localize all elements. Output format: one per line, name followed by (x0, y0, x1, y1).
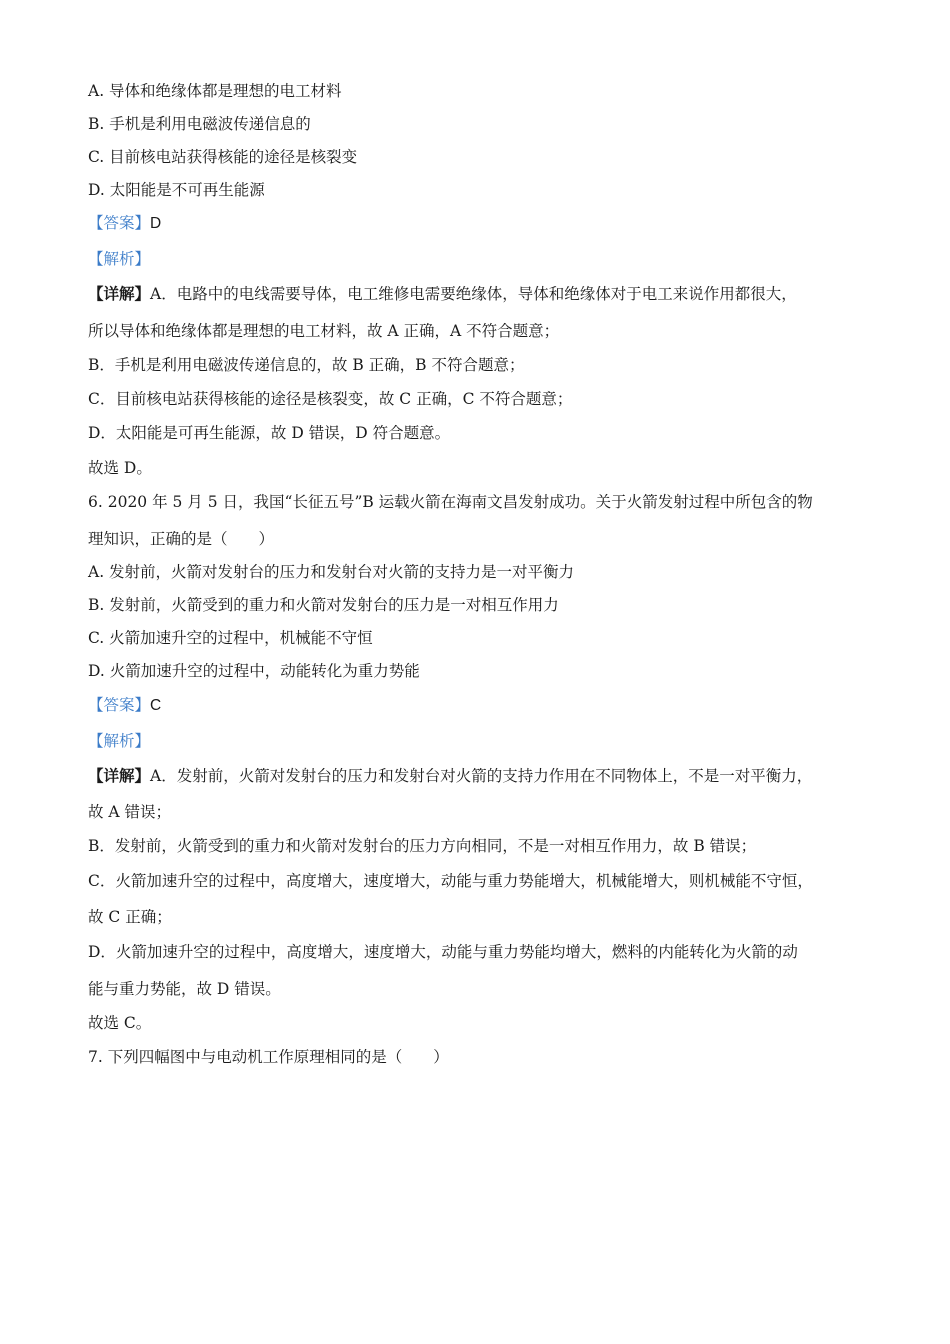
detail-label: 【详解】 (88, 766, 151, 785)
answer-value: D (150, 215, 162, 232)
answer-label: 【答案】 (88, 214, 151, 232)
answer-value: C (150, 697, 162, 714)
q6-explanation-line: 故 A 错误； (88, 803, 172, 821)
q7-stem: 7. 下列四幅图中与电动机工作原理相同的是（ ） (88, 1048, 449, 1066)
q6-explanation-line: B．发射前，火箭受到的重力和火箭对发射台的压力方向相同，不是一对相互作用力，故 B 错误； (88, 837, 757, 855)
q6-stem: 6. 2020 年 5 月 5 日，我国“长征五号”B 运载火箭在海南文昌发射成功。关于火箭发射过程中所包含的物 (88, 493, 813, 511)
q5-explanation-line: B．手机是利用电磁波传递信息的，故 B 正确，B 不符合题意； (88, 356, 525, 374)
q6-analysis-label: 【解析】 (88, 732, 151, 750)
q6-option-d: D. 火箭加速升空的过程中，动能转化为重力势能 (88, 662, 420, 680)
q5-explanation-line: C．目前核电站获得核能的途径是核裂变，故 C 正确，C 不符合题意； (88, 390, 573, 408)
q6-explanation-line: 能与重力势能，故 D 错误。 (88, 980, 281, 998)
q5-answer (88, 212, 161, 235)
q5-conclusion: 故选 D。 (88, 459, 152, 477)
q5-analysis-label: 【解析】 (88, 250, 151, 268)
explanation-text: A．发射前，火箭对发射台的压力和发射台对火箭的支持力作用在不同物体上，不是一对平衡力， (150, 767, 813, 785)
q6-option-c: C. 火箭加速升空的过程中，机械能不守恒 (88, 629, 373, 647)
q6-explanation-line: C．火箭加速升空的过程中，高度增大，速度增大，动能与重力势能增大，机械能增大，则机械能不守恒， (88, 872, 813, 890)
q5-option-a: A. 导体和绝缘体都是理想的电工材料 (88, 82, 342, 100)
q6-option-a: A. 发射前，火箭对发射台的压力和发射台对火箭的支持力是一对平衡力 (88, 563, 575, 581)
q5-option-b: B. 手机是利用电磁波传递信息的 (88, 115, 311, 133)
q5-explanation-line: 所以导体和绝缘体都是理想的电工材料，故 A 正确，A 不符合题意； (88, 322, 560, 340)
q5-explanation-line (88, 283, 797, 305)
q5-explanation-line: D．太阳能是可再生能源，故 D 错误，D 符合题意。 (88, 424, 451, 442)
q6-explanation-line (88, 765, 812, 787)
explanation-text: A．电路中的电线需要导体，电工维修电需要绝缘体，导体和绝缘体对于电工来说作用都很大， (150, 285, 797, 303)
q6-stem: 理知识，正确的是（ ） (88, 530, 275, 548)
answer-label: 【答案】 (88, 696, 151, 714)
detail-label: 【详解】 (88, 284, 151, 303)
q5-option-c: C. 目前核电站获得核能的途径是核裂变 (88, 148, 358, 166)
q6-explanation-line: 故 C 正确； (88, 908, 172, 926)
q6-explanation-line: D．火箭加速升空的过程中，高度增大，速度增大，动能与重力势能均增大，燃料的内能转化为火箭的动 (88, 943, 798, 961)
q5-option-d: D. 太阳能是不可再生能源 (88, 181, 265, 199)
q6-option-b: B. 发射前，火箭受到的重力和火箭对发射台的压力是一对相互作用力 (88, 596, 559, 614)
q6-conclusion: 故选 C。 (88, 1014, 152, 1032)
q6-answer (88, 694, 161, 717)
